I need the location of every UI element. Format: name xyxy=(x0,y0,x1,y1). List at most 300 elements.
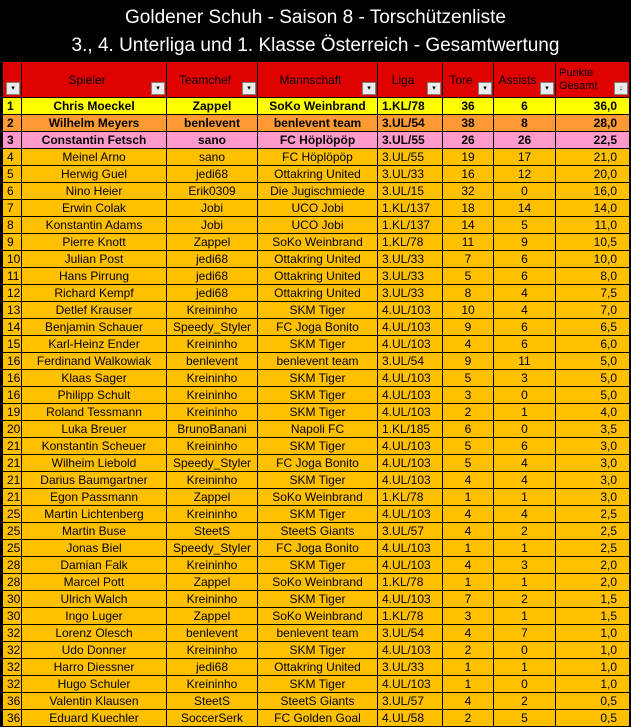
cell-punkte[interactable]: 10,0 xyxy=(556,251,630,268)
cell-spieler[interactable]: Hans Pirrung xyxy=(22,268,167,285)
filter-dropdown-icon[interactable]: ▾ xyxy=(6,82,20,95)
cell-liga[interactable]: 3.UL/54 xyxy=(378,115,443,132)
filter-dropdown-icon[interactable]: ▾ xyxy=(478,82,492,95)
cell-rank[interactable]: 6 xyxy=(3,183,22,200)
cell-punkte[interactable]: 3,0 xyxy=(556,438,630,455)
cell-liga[interactable]: 3.UL/33 xyxy=(378,166,443,183)
cell-liga[interactable]: 3.UL/33 xyxy=(378,285,443,302)
cell-spieler[interactable]: Wilheim Liebold xyxy=(22,455,167,472)
cell-assists[interactable]: 7 xyxy=(494,625,556,642)
cell-assists[interactable]: 2 xyxy=(494,591,556,608)
cell-tore[interactable]: 5 xyxy=(443,455,494,472)
cell-tore[interactable]: 4 xyxy=(443,693,494,710)
cell-mannschaft[interactable]: Napoli FC xyxy=(258,421,378,438)
cell-teamchef[interactable]: jedi68 xyxy=(167,285,258,302)
cell-mannschaft[interactable]: FC Joga Bonito xyxy=(258,319,378,336)
cell-teamchef[interactable]: Kreininho xyxy=(167,302,258,319)
cell-teamchef[interactable]: Jobi xyxy=(167,200,258,217)
cell-liga[interactable]: 4.UL/103 xyxy=(378,591,443,608)
cell-teamchef[interactable]: SoccerSerk xyxy=(167,710,258,727)
cell-punkte[interactable]: 8,0 xyxy=(556,268,630,285)
cell-tore[interactable]: 4 xyxy=(443,336,494,353)
cell-assists[interactable]: 4 xyxy=(494,472,556,489)
cell-spieler[interactable]: Valentin Klausen xyxy=(22,693,167,710)
cell-punkte[interactable]: 5,0 xyxy=(556,370,630,387)
cell-punkte[interactable]: 20,0 xyxy=(556,166,630,183)
cell-punkte[interactable]: 36,0 xyxy=(556,98,630,115)
cell-assists[interactable]: 0 xyxy=(494,387,556,404)
cell-spieler[interactable]: Darius Baumgartner xyxy=(22,472,167,489)
cell-liga[interactable]: 3.UL/55 xyxy=(378,149,443,166)
cell-rank[interactable]: 19 xyxy=(3,404,22,421)
cell-tore[interactable]: 1 xyxy=(443,574,494,591)
cell-assists[interactable]: 6 xyxy=(494,438,556,455)
cell-spieler[interactable]: Martin Lichtenberg xyxy=(22,506,167,523)
cell-spieler[interactable]: Udo Donner xyxy=(22,642,167,659)
cell-mannschaft[interactable]: SKM Tiger xyxy=(258,591,378,608)
cell-teamchef[interactable]: benlevent xyxy=(167,353,258,370)
cell-mannschaft[interactable]: Ottakring United xyxy=(258,659,378,676)
cell-mannschaft[interactable]: SKM Tiger xyxy=(258,506,378,523)
cell-spieler[interactable]: Martin Buse xyxy=(22,523,167,540)
cell-spieler[interactable]: Lorenz Olesch xyxy=(22,625,167,642)
cell-rank[interactable]: 28 xyxy=(3,574,22,591)
cell-punkte[interactable]: 11,0 xyxy=(556,217,630,234)
cell-liga[interactable]: 4.UL/103 xyxy=(378,506,443,523)
cell-rank[interactable]: 21 xyxy=(3,489,22,506)
cell-rank[interactable]: 15 xyxy=(3,336,22,353)
filter-dropdown-icon[interactable]: ▾ xyxy=(427,82,441,95)
cell-liga[interactable]: 4.UL/103 xyxy=(378,319,443,336)
cell-punkte[interactable]: 3,0 xyxy=(556,455,630,472)
cell-spieler[interactable]: Benjamin Schauer xyxy=(22,319,167,336)
cell-tore[interactable]: 5 xyxy=(443,438,494,455)
cell-rank[interactable]: 9 xyxy=(3,234,22,251)
cell-liga[interactable]: 1.KL/78 xyxy=(378,489,443,506)
cell-rank[interactable]: 30 xyxy=(3,591,22,608)
cell-punkte[interactable]: 14,0 xyxy=(556,200,630,217)
cell-liga[interactable]: 1.KL/137 xyxy=(378,217,443,234)
cell-mannschaft[interactable]: SKM Tiger xyxy=(258,302,378,319)
cell-tore[interactable]: 1 xyxy=(443,659,494,676)
cell-spieler[interactable]: Luka Breuer xyxy=(22,421,167,438)
cell-rank[interactable]: 25 xyxy=(3,540,22,557)
cell-mannschaft[interactable]: benlevent team xyxy=(258,625,378,642)
cell-spieler[interactable]: Jonas Biel xyxy=(22,540,167,557)
cell-mannschaft[interactable]: UCO Jobi xyxy=(258,217,378,234)
cell-rank[interactable]: 7 xyxy=(3,200,22,217)
cell-punkte[interactable]: 6,5 xyxy=(556,319,630,336)
cell-teamchef[interactable]: SteetS xyxy=(167,693,258,710)
cell-assists[interactable]: 1 xyxy=(494,404,556,421)
cell-spieler[interactable]: Richard Kempf xyxy=(22,285,167,302)
cell-spieler[interactable]: Nino Heier xyxy=(22,183,167,200)
cell-punkte[interactable]: 21,0 xyxy=(556,149,630,166)
cell-assists[interactable]: 6 xyxy=(494,268,556,285)
cell-rank[interactable]: 11 xyxy=(3,268,22,285)
cell-rank[interactable]: 30 xyxy=(3,608,22,625)
cell-spieler[interactable]: Pierre Knott xyxy=(22,234,167,251)
cell-spieler[interactable]: Detlef Krauser xyxy=(22,302,167,319)
cell-mannschaft[interactable]: SoKo Weinbrand xyxy=(258,608,378,625)
cell-teamchef[interactable]: Zappel xyxy=(167,98,258,115)
cell-spieler[interactable]: Konstantin Adams xyxy=(22,217,167,234)
cell-tore[interactable]: 2 xyxy=(443,404,494,421)
cell-liga[interactable]: 4.UL/103 xyxy=(378,387,443,404)
cell-tore[interactable]: 1 xyxy=(443,676,494,693)
cell-tore[interactable]: 4 xyxy=(443,523,494,540)
cell-assists[interactable]: 0 xyxy=(494,676,556,693)
cell-teamchef[interactable]: Kreininho xyxy=(167,506,258,523)
cell-spieler[interactable]: Hugo Schuler xyxy=(22,676,167,693)
filter-dropdown-icon[interactable]: ▾ xyxy=(242,82,256,95)
cell-assists[interactable]: 1 xyxy=(494,659,556,676)
cell-tore[interactable]: 36 xyxy=(443,98,494,115)
cell-rank[interactable]: 21 xyxy=(3,438,22,455)
cell-spieler[interactable]: Constantin Fetsch xyxy=(22,132,167,149)
cell-mannschaft[interactable]: benlevent team xyxy=(258,353,378,370)
cell-mannschaft[interactable]: SoKo Weinbrand xyxy=(258,489,378,506)
cell-rank[interactable]: 32 xyxy=(3,642,22,659)
cell-rank[interactable]: 25 xyxy=(3,523,22,540)
cell-spieler[interactable]: Chris Moeckel xyxy=(22,98,167,115)
cell-punkte[interactable]: 22,5 xyxy=(556,132,630,149)
cell-liga[interactable]: 4.UL/103 xyxy=(378,455,443,472)
cell-spieler[interactable]: Ingo Luger xyxy=(22,608,167,625)
cell-assists[interactable]: 6 xyxy=(494,319,556,336)
cell-tore[interactable]: 3 xyxy=(443,387,494,404)
cell-punkte[interactable]: 3,0 xyxy=(556,489,630,506)
cell-tore[interactable]: 10 xyxy=(443,302,494,319)
cell-mannschaft[interactable]: SoKo Weinbrand xyxy=(258,574,378,591)
cell-teamchef[interactable]: Kreininho xyxy=(167,472,258,489)
cell-liga[interactable]: 4.UL/103 xyxy=(378,438,443,455)
cell-spieler[interactable]: Karl-Heinz Ender xyxy=(22,336,167,353)
cell-teamchef[interactable]: Kreininho xyxy=(167,370,258,387)
cell-rank[interactable]: 16 xyxy=(3,387,22,404)
cell-liga[interactable]: 4.UL/103 xyxy=(378,370,443,387)
cell-rank[interactable]: 36 xyxy=(3,693,22,710)
cell-assists[interactable]: 3 xyxy=(494,370,556,387)
cell-punkte[interactable]: 1,0 xyxy=(556,676,630,693)
cell-tore[interactable]: 11 xyxy=(443,234,494,251)
cell-liga[interactable]: 4.UL/103 xyxy=(378,302,443,319)
cell-spieler[interactable]: Roland Tessmann xyxy=(22,404,167,421)
cell-assists[interactable]: 1 xyxy=(494,540,556,557)
cell-assists[interactable]: 4 xyxy=(494,285,556,302)
cell-rank[interactable]: 32 xyxy=(3,676,22,693)
cell-liga[interactable]: 1.KL/78 xyxy=(378,574,443,591)
cell-punkte[interactable]: 5,0 xyxy=(556,353,630,370)
cell-teamchef[interactable]: Erik0309 xyxy=(167,183,258,200)
cell-teamchef[interactable]: benlevent xyxy=(167,625,258,642)
cell-assists[interactable]: 5 xyxy=(494,710,556,727)
cell-teamchef[interactable]: Kreininho xyxy=(167,404,258,421)
filter-dropdown-icon[interactable]: ▾ xyxy=(540,82,554,95)
cell-teamchef[interactable]: BrunoBanani xyxy=(167,421,258,438)
cell-punkte[interactable]: 1,0 xyxy=(556,625,630,642)
cell-liga[interactable]: 3.UL/57 xyxy=(378,693,443,710)
cell-rank[interactable]: 3 xyxy=(3,132,22,149)
cell-tore[interactable]: 4 xyxy=(443,472,494,489)
cell-liga[interactable]: 4.UL/103 xyxy=(378,472,443,489)
cell-assists[interactable]: 0 xyxy=(494,183,556,200)
cell-teamchef[interactable]: Zappel xyxy=(167,574,258,591)
cell-assists[interactable]: 1 xyxy=(494,574,556,591)
cell-assists[interactable]: 1 xyxy=(494,608,556,625)
cell-rank[interactable]: 13 xyxy=(3,302,22,319)
cell-tore[interactable]: 4 xyxy=(443,557,494,574)
cell-teamchef[interactable]: benlevent xyxy=(167,115,258,132)
cell-mannschaft[interactable]: Ottakring United xyxy=(258,166,378,183)
cell-teamchef[interactable]: Speedy_Styler xyxy=(167,319,258,336)
cell-rank[interactable]: 32 xyxy=(3,625,22,642)
cell-punkte[interactable]: 2,5 xyxy=(556,506,630,523)
cell-assists[interactable]: 6 xyxy=(494,251,556,268)
cell-liga[interactable]: 3.UL/15 xyxy=(378,183,443,200)
cell-rank[interactable]: 36 xyxy=(3,710,22,727)
cell-tore[interactable]: 19 xyxy=(443,149,494,166)
cell-tore[interactable]: 5 xyxy=(443,370,494,387)
cell-punkte[interactable]: 16,0 xyxy=(556,183,630,200)
cell-teamchef[interactable]: Jobi xyxy=(167,217,258,234)
cell-liga[interactable]: 1.KL/185 xyxy=(378,421,443,438)
cell-tore[interactable]: 14 xyxy=(443,217,494,234)
cell-teamchef[interactable]: Kreininho xyxy=(167,336,258,353)
cell-liga[interactable]: 3.UL/33 xyxy=(378,268,443,285)
cell-punkte[interactable]: 2,5 xyxy=(556,523,630,540)
cell-rank[interactable]: 21 xyxy=(3,472,22,489)
cell-mannschaft[interactable]: FC Höplöpöp xyxy=(258,132,378,149)
cell-tore[interactable]: 5 xyxy=(443,268,494,285)
cell-assists[interactable]: 11 xyxy=(494,353,556,370)
cell-spieler[interactable]: Klaas Sager xyxy=(22,370,167,387)
cell-rank[interactable]: 2 xyxy=(3,115,22,132)
cell-rank[interactable]: 8 xyxy=(3,217,22,234)
cell-tore[interactable]: 1 xyxy=(443,489,494,506)
cell-tore[interactable]: 6 xyxy=(443,421,494,438)
cell-mannschaft[interactable]: FC Golden Goal xyxy=(258,710,378,727)
cell-liga[interactable]: 3.UL/55 xyxy=(378,132,443,149)
cell-liga[interactable]: 4.UL/103 xyxy=(378,676,443,693)
cell-rank[interactable]: 14 xyxy=(3,319,22,336)
cell-rank[interactable]: 10 xyxy=(3,251,22,268)
cell-assists[interactable]: 2 xyxy=(494,693,556,710)
cell-mannschaft[interactable]: FC Joga Bonito xyxy=(258,540,378,557)
cell-mannschaft[interactable]: SKM Tiger xyxy=(258,370,378,387)
cell-spieler[interactable]: Ulrich Walch xyxy=(22,591,167,608)
cell-mannschaft[interactable]: Ottakring United xyxy=(258,251,378,268)
cell-mannschaft[interactable]: SoKo Weinbrand xyxy=(258,234,378,251)
cell-punkte[interactable]: 1,0 xyxy=(556,659,630,676)
cell-rank[interactable]: 32 xyxy=(3,659,22,676)
cell-assists[interactable]: 26 xyxy=(494,132,556,149)
cell-punkte[interactable]: 0,5 xyxy=(556,693,630,710)
cell-teamchef[interactable]: Speedy_Styler xyxy=(167,455,258,472)
cell-assists[interactable]: 3 xyxy=(494,557,556,574)
cell-spieler[interactable]: Philipp Schult xyxy=(22,387,167,404)
cell-teamchef[interactable]: Kreininho xyxy=(167,557,258,574)
cell-punkte[interactable]: 28,0 xyxy=(556,115,630,132)
cell-punkte[interactable]: 1,5 xyxy=(556,591,630,608)
cell-tore[interactable]: 3 xyxy=(443,608,494,625)
cell-spieler[interactable]: Egon Passmann xyxy=(22,489,167,506)
cell-liga[interactable]: 3.UL/54 xyxy=(378,353,443,370)
cell-punkte[interactable]: 3,0 xyxy=(556,472,630,489)
cell-spieler[interactable]: Damian Falk xyxy=(22,557,167,574)
cell-assists[interactable]: 6 xyxy=(494,336,556,353)
cell-spieler[interactable]: Julian Post xyxy=(22,251,167,268)
cell-mannschaft[interactable]: Ottakring United xyxy=(258,268,378,285)
cell-tore[interactable]: 4 xyxy=(443,506,494,523)
cell-mannschaft[interactable]: SteetS Giants xyxy=(258,523,378,540)
cell-assists[interactable]: 4 xyxy=(494,506,556,523)
cell-mannschaft[interactable]: SKM Tiger xyxy=(258,642,378,659)
cell-assists[interactable]: 5 xyxy=(494,217,556,234)
cell-teamchef[interactable]: sano xyxy=(167,149,258,166)
cell-punkte[interactable]: 7,5 xyxy=(556,285,630,302)
cell-tore[interactable]: 1 xyxy=(443,540,494,557)
cell-teamchef[interactable]: Kreininho xyxy=(167,676,258,693)
filter-dropdown-icon[interactable]: ▾ xyxy=(151,82,165,95)
cell-rank[interactable]: 5 xyxy=(3,166,22,183)
cell-teamchef[interactable]: Zappel xyxy=(167,608,258,625)
cell-mannschaft[interactable]: FC Joga Bonito xyxy=(258,455,378,472)
cell-mannschaft[interactable]: SKM Tiger xyxy=(258,336,378,353)
cell-liga[interactable]: 4.UL/58 xyxy=(378,710,443,727)
cell-tore[interactable]: 4 xyxy=(443,625,494,642)
cell-punkte[interactable]: 1,0 xyxy=(556,642,630,659)
cell-liga[interactable]: 3.UL/57 xyxy=(378,523,443,540)
cell-rank[interactable]: 16 xyxy=(3,370,22,387)
cell-spieler[interactable]: Wilhelm Meyers xyxy=(22,115,167,132)
cell-teamchef[interactable]: jedi68 xyxy=(167,251,258,268)
cell-liga[interactable]: 1.KL/78 xyxy=(378,608,443,625)
cell-rank[interactable]: 4 xyxy=(3,149,22,166)
cell-spieler[interactable]: Harro Diessner xyxy=(22,659,167,676)
cell-liga[interactable]: 1.KL/78 xyxy=(378,234,443,251)
cell-teamchef[interactable]: Kreininho xyxy=(167,642,258,659)
cell-teamchef[interactable]: Zappel xyxy=(167,489,258,506)
cell-punkte[interactable]: 2,5 xyxy=(556,540,630,557)
cell-punkte[interactable]: 7,0 xyxy=(556,302,630,319)
cell-mannschaft[interactable]: SKM Tiger xyxy=(258,387,378,404)
cell-tore[interactable]: 8 xyxy=(443,285,494,302)
cell-teamchef[interactable]: SteetS xyxy=(167,523,258,540)
cell-liga[interactable]: 1.KL/137 xyxy=(378,200,443,217)
cell-liga[interactable]: 3.UL/33 xyxy=(378,659,443,676)
cell-rank[interactable]: 12 xyxy=(3,285,22,302)
cell-spieler[interactable]: Ferdinand Walkowiak xyxy=(22,353,167,370)
cell-mannschaft[interactable]: Die Jugischmiede xyxy=(258,183,378,200)
cell-assists[interactable]: 9 xyxy=(494,234,556,251)
cell-teamchef[interactable]: Zappel xyxy=(167,234,258,251)
cell-punkte[interactable]: 5,0 xyxy=(556,387,630,404)
cell-assists[interactable]: 4 xyxy=(494,455,556,472)
cell-tore[interactable]: 9 xyxy=(443,319,494,336)
cell-tore[interactable]: 7 xyxy=(443,591,494,608)
cell-teamchef[interactable]: jedi68 xyxy=(167,659,258,676)
cell-tore[interactable]: 32 xyxy=(443,183,494,200)
cell-tore[interactable]: 38 xyxy=(443,115,494,132)
cell-mannschaft[interactable]: UCO Jobi xyxy=(258,200,378,217)
cell-punkte[interactable]: 2,0 xyxy=(556,557,630,574)
cell-liga[interactable]: 4.UL/103 xyxy=(378,404,443,421)
cell-assists[interactable]: 6 xyxy=(494,98,556,115)
cell-tore[interactable]: 18 xyxy=(443,200,494,217)
cell-punkte[interactable]: 10,5 xyxy=(556,234,630,251)
cell-rank[interactable]: 16 xyxy=(3,353,22,370)
cell-rank[interactable]: 25 xyxy=(3,506,22,523)
cell-assists[interactable]: 1 xyxy=(494,489,556,506)
cell-punkte[interactable]: 1,5 xyxy=(556,608,630,625)
cell-rank[interactable]: 21 xyxy=(3,455,22,472)
cell-teamchef[interactable]: Kreininho xyxy=(167,591,258,608)
cell-assists[interactable]: 4 xyxy=(494,302,556,319)
sort-descending-icon[interactable]: ↓ xyxy=(614,82,628,95)
cell-teamchef[interactable]: Kreininho xyxy=(167,387,258,404)
cell-tore[interactable]: 9 xyxy=(443,353,494,370)
cell-assists[interactable]: 14 xyxy=(494,200,556,217)
cell-tore[interactable]: 26 xyxy=(443,132,494,149)
cell-tore[interactable]: 2 xyxy=(443,710,494,727)
cell-teamchef[interactable]: sano xyxy=(167,132,258,149)
cell-punkte[interactable]: 6,0 xyxy=(556,336,630,353)
cell-rank[interactable]: 20 xyxy=(3,421,22,438)
cell-mannschaft[interactable]: SteetS Giants xyxy=(258,693,378,710)
cell-spieler[interactable]: Marcel Pott xyxy=(22,574,167,591)
cell-teamchef[interactable]: jedi68 xyxy=(167,268,258,285)
cell-assists[interactable]: 0 xyxy=(494,421,556,438)
cell-teamchef[interactable]: Kreininho xyxy=(167,438,258,455)
cell-liga[interactable]: 4.UL/103 xyxy=(378,557,443,574)
filter-dropdown-icon[interactable]: ▾ xyxy=(362,82,376,95)
cell-mannschaft[interactable]: SKM Tiger xyxy=(258,438,378,455)
cell-liga[interactable]: 4.UL/103 xyxy=(378,336,443,353)
cell-tore[interactable]: 16 xyxy=(443,166,494,183)
cell-punkte[interactable]: 4,0 xyxy=(556,404,630,421)
cell-punkte[interactable]: 0,5 xyxy=(556,710,630,727)
cell-liga[interactable]: 4.UL/103 xyxy=(378,642,443,659)
cell-teamchef[interactable]: Speedy_Styler xyxy=(167,540,258,557)
cell-liga[interactable]: 1.KL/78 xyxy=(378,98,443,115)
cell-mannschaft[interactable]: SoKo Weinbrand xyxy=(258,98,378,115)
cell-liga[interactable]: 3.UL/33 xyxy=(378,251,443,268)
cell-mannschaft[interactable]: FC Höplöpöp xyxy=(258,149,378,166)
cell-assists[interactable]: 8 xyxy=(494,115,556,132)
cell-liga[interactable]: 4.UL/103 xyxy=(378,540,443,557)
cell-assists[interactable]: 17 xyxy=(494,149,556,166)
cell-rank[interactable]: 28 xyxy=(3,557,22,574)
cell-mannschaft[interactable]: benlevent team xyxy=(258,115,378,132)
cell-tore[interactable]: 2 xyxy=(443,642,494,659)
cell-punkte[interactable]: 3,5 xyxy=(556,421,630,438)
cell-spieler[interactable]: Meinel Arno xyxy=(22,149,167,166)
cell-liga[interactable]: 3.UL/54 xyxy=(378,625,443,642)
cell-assists[interactable]: 2 xyxy=(494,523,556,540)
cell-assists[interactable]: 12 xyxy=(494,166,556,183)
cell-spieler[interactable]: Eduard Kuechler xyxy=(22,710,167,727)
cell-mannschaft[interactable]: SKM Tiger xyxy=(258,472,378,489)
cell-punkte[interactable]: 2,0 xyxy=(556,574,630,591)
cell-spieler[interactable]: Konstantin Scheuer xyxy=(22,438,167,455)
cell-mannschaft[interactable]: SKM Tiger xyxy=(258,404,378,421)
cell-spieler[interactable]: Erwin Colak xyxy=(22,200,167,217)
cell-spieler[interactable]: Herwig Guel xyxy=(22,166,167,183)
cell-assists[interactable]: 0 xyxy=(494,642,556,659)
cell-rank[interactable]: 1 xyxy=(3,98,22,115)
cell-teamchef[interactable]: jedi68 xyxy=(167,166,258,183)
